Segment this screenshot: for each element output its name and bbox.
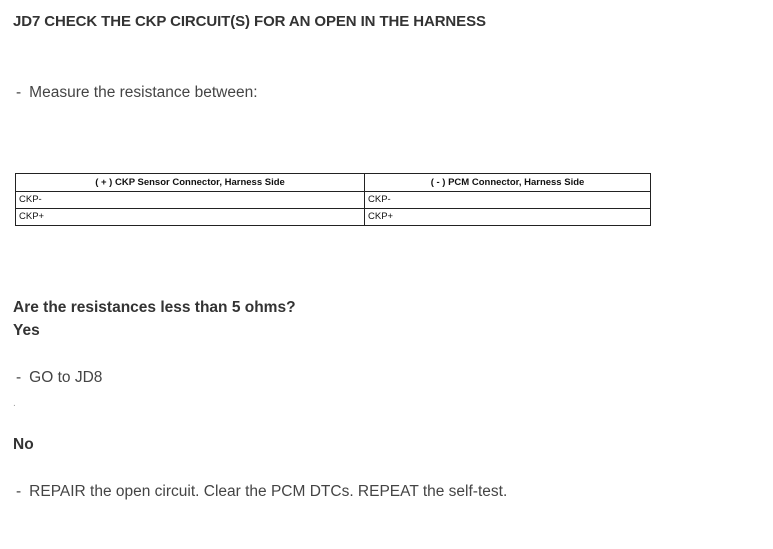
table-cell: CKP- [16, 192, 365, 209]
measure-step [16, 84, 258, 102]
yes-label: Yes [13, 322, 40, 339]
stray-dot: . [13, 398, 16, 409]
bullet-dash: - [16, 84, 22, 101]
table-cell: CKP+ [16, 209, 365, 226]
table-header-row [16, 174, 651, 192]
table-row [16, 192, 651, 209]
no-action-text: REPAIR the open circuit. Clear the PCM DTCs. REPEAT the self-test. [29, 483, 508, 500]
table-row [16, 209, 651, 226]
yes-action-text: GO to JD8 [29, 369, 103, 386]
header-pcm-connector: ( - ) PCM Connector, Harness Side [365, 174, 651, 192]
bullet-dash: - [16, 369, 22, 386]
table-cell: CKP- [365, 192, 651, 209]
page-title: JD7 CHECK THE CKP CIRCUIT(S) FOR AN OPEN IN THE HARNESS [13, 13, 486, 30]
no-label: No [13, 436, 34, 453]
yes-action [16, 369, 102, 387]
resistance-table [15, 173, 651, 226]
question-text: Are the resistances less than 5 ohms? [13, 299, 296, 316]
header-ckp-sensor: ( + ) CKP Sensor Connector, Harness Side [16, 174, 365, 192]
bullet-dash: - [16, 483, 22, 500]
measure-step-text: Measure the resistance between: [29, 84, 258, 101]
no-action [16, 483, 507, 501]
table-cell: CKP+ [365, 209, 651, 226]
